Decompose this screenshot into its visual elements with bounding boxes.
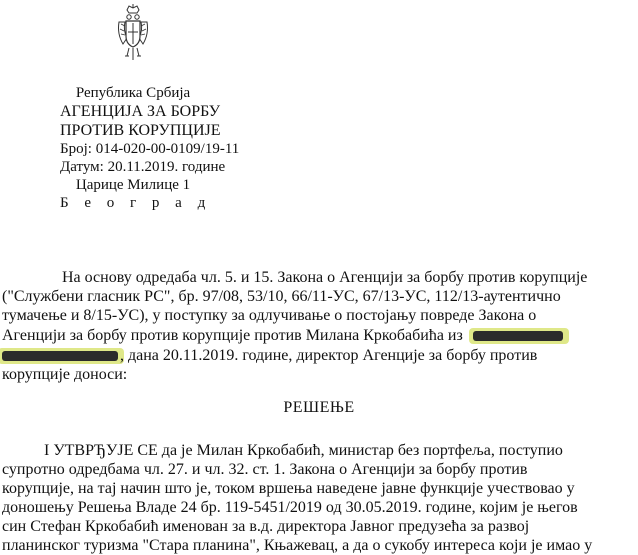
preamble-line (2, 327, 563, 345)
decision-line: доношењу Решења Владе 24 бр. 119-5451/2019 од 30.05.2019. године, којим је његов (2, 499, 578, 516)
street-address: Царице Милице 1 (75, 177, 191, 193)
preamble-line-text: Агенцији за борбу против корупције против Милана Кркобабића из (2, 327, 463, 344)
preamble-line: корупције доноси: (2, 366, 128, 383)
republic-name: Република Србија (75, 85, 191, 101)
agency-name-line-2: ПРОТИВ КОРУПЦИЈЕ (60, 122, 221, 139)
redacted-location (2, 351, 118, 361)
decision-title: РЕШЕЊЕ (283, 399, 355, 416)
preamble-line: На основу одредаба чл. 5. и 15. Закона о Агенцији за борбу против корупције (62, 269, 588, 286)
decision-line: корупције, на тај начин што је, током вршења наведене јавне функције учествовао у (2, 480, 575, 497)
city: Б е о г р а д (60, 195, 212, 211)
coat-of-arms-icon (115, 4, 151, 64)
preamble-line (2, 347, 537, 365)
letterhead (60, 84, 240, 212)
preamble-line-text: , дана 20.11.2019. године, директор Агенције за борбу против (120, 347, 538, 364)
decision-line: I УТВРЂУЈЕ СЕ да је Милан Кркобабић, министар без портфеља, поступио (44, 442, 563, 459)
redacted-location (473, 331, 563, 341)
decision-line: син Стефан Кркобабић именован за в.д. директора Јавног предузећа за развој (2, 518, 530, 535)
decision-line: супротно одредбама чл. 27. и чл. 32. ст. 1. Закона о Агенцији за борбу против (2, 461, 528, 478)
preamble-line: ("Службени гласник РС", бр. 97/08, 53/10, 66/11-УС, 67/13-УС, 112/13-аутентично (2, 288, 561, 305)
preamble-line: тумачење и 8/15-УС), у поступку за одлучивање о постојању повреде Закона о (2, 307, 537, 324)
decision-line: планинског туризма "Стара планина", Књажевац, а да о сукобу интереса који је имао у (2, 537, 593, 554)
document-number: Број: 014-020-00-0109/19-11 (60, 141, 240, 157)
document-date: Датум: 20.11.2019. године (60, 159, 226, 175)
agency-name-line-1: АГЕНЦИЈА ЗА БОРБУ (60, 103, 221, 120)
